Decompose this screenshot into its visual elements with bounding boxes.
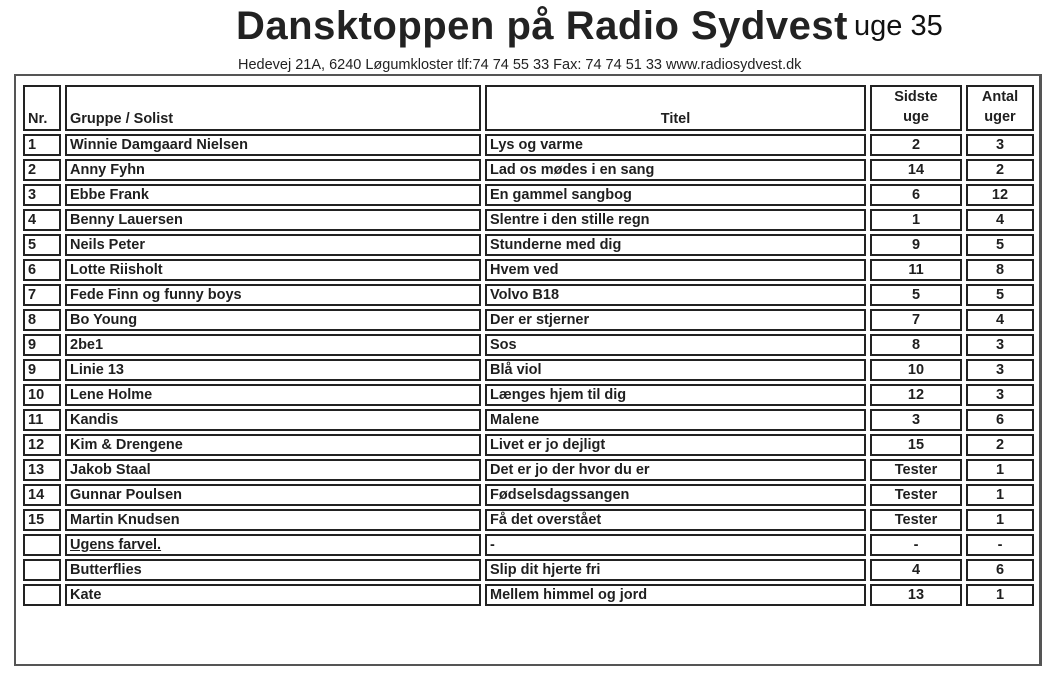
cell-last-week: 6 xyxy=(870,184,962,206)
cell-nr xyxy=(23,559,61,581)
cell-nr: 3 xyxy=(23,184,61,206)
cell-nr: 15 xyxy=(23,509,61,531)
cell-last-week: 8 xyxy=(870,334,962,356)
table-row xyxy=(23,534,1034,556)
cell-weeks: 5 xyxy=(966,284,1034,306)
cell-weeks: 5 xyxy=(966,234,1034,256)
cell-weeks: 4 xyxy=(966,209,1034,231)
cell-weeks: 2 xyxy=(966,159,1034,181)
cell-artist: Lene Holme xyxy=(65,384,481,406)
table-row xyxy=(23,334,1034,356)
table-row xyxy=(23,184,1034,206)
cell-last-week: 11 xyxy=(870,259,962,281)
cell-title: Fødselsdagssangen xyxy=(485,484,866,506)
table-row xyxy=(23,484,1034,506)
cell-artist: Gunnar Poulsen xyxy=(65,484,481,506)
cell-title: Stunderne med dig xyxy=(485,234,866,256)
table-row xyxy=(23,384,1034,406)
cell-nr: 9 xyxy=(23,359,61,381)
column-header-weeks xyxy=(966,85,1034,131)
column-header-last-week-line2: uge xyxy=(903,109,929,125)
cell-weeks: 1 xyxy=(966,459,1034,481)
table-row xyxy=(23,509,1034,531)
cell-last-week: Tester xyxy=(870,509,962,531)
cell-last-week: 15 xyxy=(870,434,962,456)
page-title: Dansktoppen på Radio Sydvest xyxy=(236,4,848,48)
cell-weeks: 3 xyxy=(966,384,1034,406)
column-header-title: Titel xyxy=(485,85,866,131)
cell-nr: 6 xyxy=(23,259,61,281)
cell-artist: Kandis xyxy=(65,409,481,431)
cell-nr xyxy=(23,534,61,556)
cell-weeks: 4 xyxy=(966,309,1034,331)
cell-title: Lys og varme xyxy=(485,134,866,156)
table-row xyxy=(23,284,1034,306)
cell-weeks: 1 xyxy=(966,509,1034,531)
cell-title: Der er stjerner xyxy=(485,309,866,331)
column-header-last-week xyxy=(870,85,962,131)
column-header-last-week-line1: Sidste xyxy=(894,89,938,105)
table-row xyxy=(23,159,1034,181)
cell-last-week: Tester xyxy=(870,459,962,481)
cell-nr: 11 xyxy=(23,409,61,431)
cell-title: Slip dit hjerte fri xyxy=(485,559,866,581)
cell-last-week: 1 xyxy=(870,209,962,231)
cell-artist: Martin Knudsen xyxy=(65,509,481,531)
cell-artist: Bo Young xyxy=(65,309,481,331)
cell-last-week: 9 xyxy=(870,234,962,256)
cell-title: Lad os mødes i en sang xyxy=(485,159,866,181)
cell-title: - xyxy=(485,534,866,556)
table-row xyxy=(23,209,1034,231)
cell-artist: Anny Fyhn xyxy=(65,159,481,181)
cell-title: Livet er jo dejligt xyxy=(485,434,866,456)
cell-last-week: 5 xyxy=(870,284,962,306)
table-row xyxy=(23,584,1034,606)
cell-artist: Neils Peter xyxy=(65,234,481,256)
table-row xyxy=(23,359,1034,381)
cell-last-week: 10 xyxy=(870,359,962,381)
table-row xyxy=(23,134,1034,156)
cell-nr: 12 xyxy=(23,434,61,456)
cell-artist: Winnie Damgaard Nielsen xyxy=(65,134,481,156)
cell-weeks: 1 xyxy=(966,484,1034,506)
cell-nr: 8 xyxy=(23,309,61,331)
cell-weeks: 1 xyxy=(966,584,1034,606)
cell-title: Det er jo der hvor du er xyxy=(485,459,866,481)
cell-nr xyxy=(23,584,61,606)
cell-title: Volvo B18 xyxy=(485,284,866,306)
cell-weeks: 3 xyxy=(966,359,1034,381)
cell-artist: Linie 13 xyxy=(65,359,481,381)
cell-title: Sos xyxy=(485,334,866,356)
contact-address: Hedevej 21A, 6240 Løgumkloster tlf:74 74 55 33 Fax: 74 74 51 33 www.radiosydvest.dk xyxy=(238,57,802,73)
cell-weeks: 2 xyxy=(966,434,1034,456)
table-header-row xyxy=(23,85,1034,131)
cell-artist: Kim & Drengene xyxy=(65,434,481,456)
cell-nr: 7 xyxy=(23,284,61,306)
table-row xyxy=(23,434,1034,456)
cell-last-week: 14 xyxy=(870,159,962,181)
cell-title: Malene xyxy=(485,409,866,431)
column-header-artist: Gruppe / Solist xyxy=(65,85,481,131)
chart-table xyxy=(19,82,1038,609)
column-header-weeks-line2: uger xyxy=(984,109,1016,125)
column-header-weeks-line1: Antal xyxy=(981,89,1019,105)
cell-title: Blå viol xyxy=(485,359,866,381)
cell-weeks: - xyxy=(966,534,1034,556)
cell-last-week: 4 xyxy=(870,559,962,581)
cell-title: Mellem himmel og jord xyxy=(485,584,866,606)
cell-weeks: 12 xyxy=(966,184,1034,206)
cell-nr: 14 xyxy=(23,484,61,506)
week-label: uge 35 xyxy=(854,10,943,42)
cell-last-week: - xyxy=(870,534,962,556)
cell-nr: 1 xyxy=(23,134,61,156)
cell-nr: 9 xyxy=(23,334,61,356)
table-row xyxy=(23,309,1034,331)
column-header-nr: Nr. xyxy=(23,85,61,131)
table-row xyxy=(23,234,1034,256)
cell-weeks: 3 xyxy=(966,134,1034,156)
cell-nr: 13 xyxy=(23,459,61,481)
cell-artist: Fede Finn og funny boys xyxy=(65,284,481,306)
cell-last-week: 3 xyxy=(870,409,962,431)
cell-title: Få det overstået xyxy=(485,509,866,531)
table-row xyxy=(23,559,1034,581)
cell-artist: Benny Lauersen xyxy=(65,209,481,231)
cell-title: En gammel sangbog xyxy=(485,184,866,206)
cell-nr: 2 xyxy=(23,159,61,181)
cell-weeks: 6 xyxy=(966,409,1034,431)
cell-artist: Jakob Staal xyxy=(65,459,481,481)
cell-artist: 2be1 xyxy=(65,334,481,356)
cell-title: Hvem ved xyxy=(485,259,866,281)
cell-title: Længes hjem til dig xyxy=(485,384,866,406)
cell-last-week: 2 xyxy=(870,134,962,156)
cell-title: Slentre i den stille regn xyxy=(485,209,866,231)
cell-nr: 5 xyxy=(23,234,61,256)
cell-last-week: 13 xyxy=(870,584,962,606)
cell-nr: 4 xyxy=(23,209,61,231)
table-row xyxy=(23,459,1034,481)
cell-nr: 10 xyxy=(23,384,61,406)
table-row xyxy=(23,259,1034,281)
cell-last-week: Tester xyxy=(870,484,962,506)
cell-last-week: 12 xyxy=(870,384,962,406)
cell-artist: Ugens farvel. xyxy=(65,534,481,556)
cell-last-week: 7 xyxy=(870,309,962,331)
cell-weeks: 8 xyxy=(966,259,1034,281)
cell-artist: Ebbe Frank xyxy=(65,184,481,206)
cell-weeks: 6 xyxy=(966,559,1034,581)
table-row xyxy=(23,409,1034,431)
cell-artist: Lotte Riisholt xyxy=(65,259,481,281)
cell-weeks: 3 xyxy=(966,334,1034,356)
cell-artist: Butterflies xyxy=(65,559,481,581)
cell-artist: Kate xyxy=(65,584,481,606)
